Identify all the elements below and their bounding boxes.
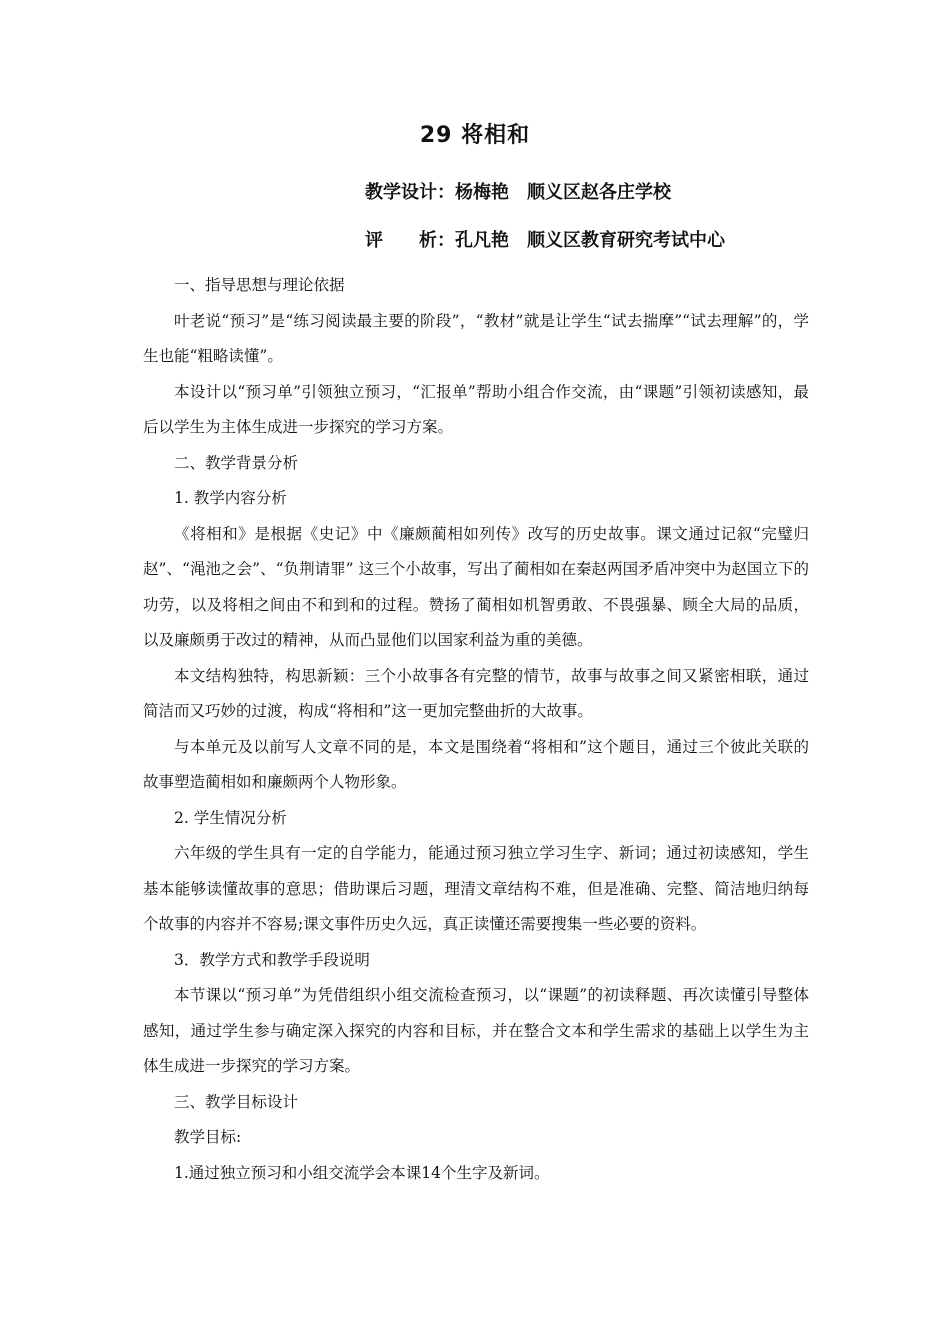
design-credit: [365, 178, 671, 204]
subheading-teaching-methods: 3．教学方式和教学手段说明: [174, 950, 370, 969]
objective-item: 1.通过独立预习和小组交流学会本课14个生字及新词。: [174, 1163, 550, 1182]
paragraph: 本文结构独特，构思新颖：三个小故事各有完整的情节，故事与故事之间又紧密相联，通过简洁而又巧妙的过渡，构成“将相和”这一更加完整曲折的大故事。: [143, 666, 809, 720]
lesson-title: 29 将相和: [419, 123, 531, 148]
document-body: [143, 268, 809, 1191]
paragraph: 叶老说“预习”是“练习阅读最主要的阶段”，“教材”就是让学生“试去揣摩”“试去理解”的，学生也能“粗略读懂”。: [143, 311, 809, 365]
paragraph: 与本单元及以前写人文章不同的是，本文是围绕着“将相和”这个题目，通过三个彼此关联的故事塑造蔺相如和廉颇两个人物形象。: [143, 737, 809, 791]
review-credit: [365, 226, 725, 252]
design-label: 教学设计：: [365, 182, 455, 203]
paragraph: 六年级的学生具有一定的自学能力，能通过预习独立学习生字、新词；通过初读感知，学生基本能够读懂故事的意思；借助课后习题，理清文章结构不难，但是准确、完整、简洁地归纳每个故事的内容并不容易;课文事件历史久远，真正读懂还需要搜集一些必要的资料。: [143, 844, 809, 933]
subheading-student-analysis: 2. 学生情况分析: [174, 808, 287, 827]
section-heading-1: 一、指导思想与理论依据: [174, 276, 345, 294]
review-label: 评 析：: [365, 230, 455, 251]
subheading-content-analysis: 1. 教学内容分析: [174, 489, 287, 507]
design-school: 顺义区赵各庄学校: [527, 182, 671, 203]
design-author: 杨梅艳: [455, 182, 509, 203]
objectives-label: 教学目标:: [174, 1128, 242, 1146]
paragraph: 本节课以“预习单”为凭借组织小组交流检查预习，以“课题”的初读释题、再次读懂引导整体感知，通过学生参与确定深入探究的内容和目标，并在整合文本和学生需求的基础上以学生为主体生成进一步探究的学习方案。: [143, 986, 809, 1075]
review-school: 顺义区教育研究考试中心: [527, 230, 725, 251]
section-heading-2: 二、教学背景分析: [174, 453, 299, 472]
paragraph: 本设计以“预习单”引领独立预习，“汇报单”帮助小组合作交流，由“课题”引领初读感知，最后以学生为主体生成进一步探究的学习方案。: [143, 382, 809, 436]
section-heading-3: 三、教学目标设计: [174, 1092, 299, 1111]
review-author: 孔凡艳: [455, 230, 509, 251]
paragraph: 《将相和》是根据《史记》中《廉颇蔺相如列传》改写的历史故事。课文通过记叙“完璧归赵”、“渑池之会”、“负荆请罪” 这三个小故事，写出了蔺相如在秦赵两国矛盾冲突中为赵国立下的功劳，以及将相之间由不和到和的过程。赞扬了蔺相如机智勇敢、不畏强暴、顾全大局的品质，以及廉颇勇于改过的精神，从而凸显他们以国家利益为重的美德。: [143, 524, 809, 649]
